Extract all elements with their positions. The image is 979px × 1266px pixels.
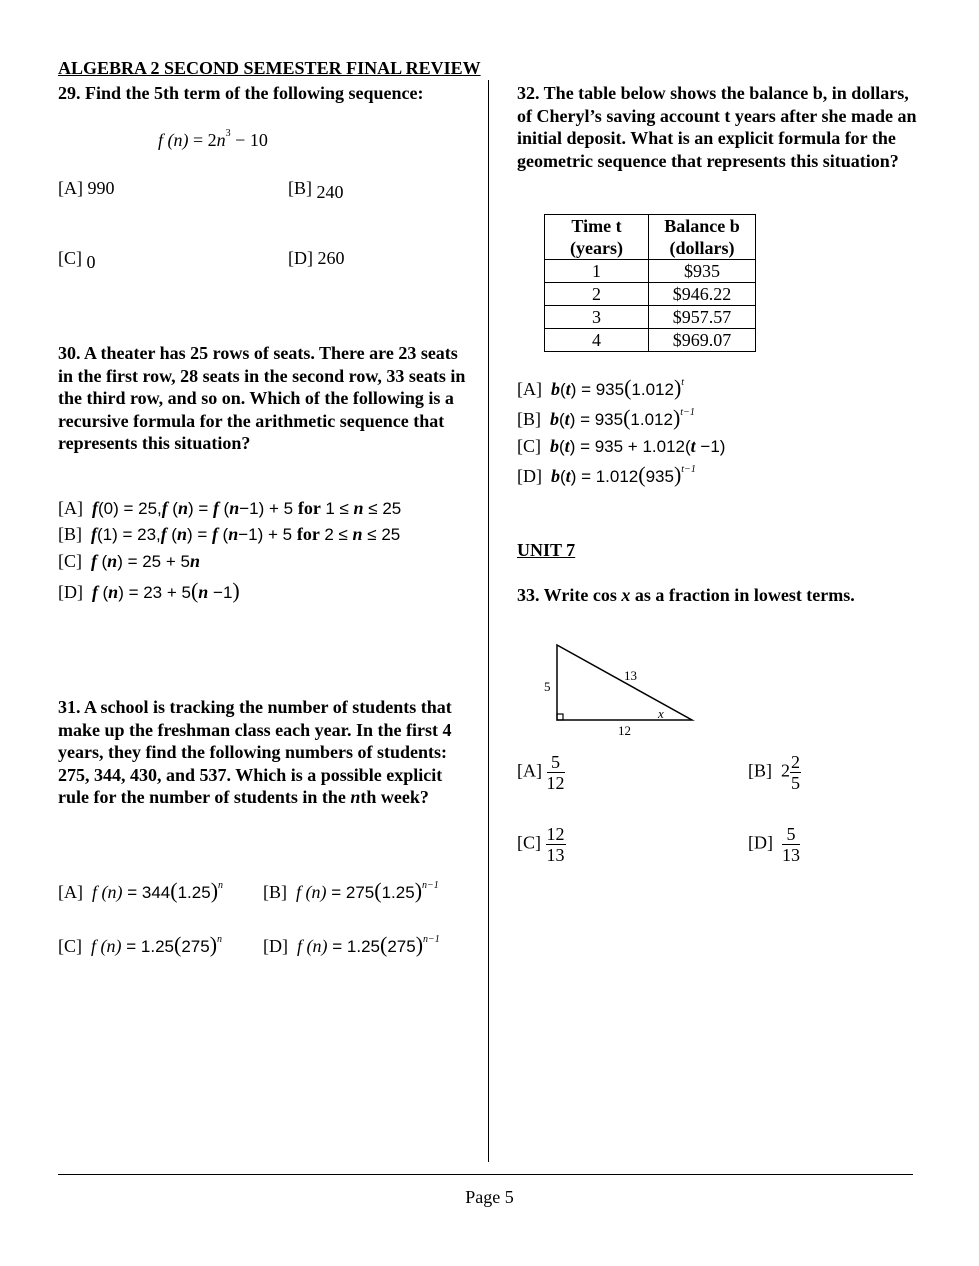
- page-title: ALGEBRA 2 SECOND SEMESTER FINAL REVIEW: [58, 58, 481, 78]
- balance-table: [544, 214, 756, 352]
- question-29-option-b[interactable]: [B] 240: [288, 178, 344, 202]
- question-31-data-text: 275, 344, 430, and 537. Which is a possible explicit rule for the number of students in the: [58, 764, 443, 807]
- question-29-option-c[interactable]: [C] 0: [58, 248, 96, 272]
- question-32-option-d[interactable]: [D] $b(t) = 1.012(935)^{t-1}$: [517, 462, 696, 487]
- question-31-option-d[interactable]: [D] f $(n) = 1.25(275)^{n-1}$: [263, 932, 440, 957]
- question-33-prompt: 33. Write cos x as a fraction in lowest terms.: [517, 585, 855, 605]
- table-row: 4 $969.07: [545, 329, 756, 352]
- question-33-option-d[interactable]: [D] $\frac{5}{13}$: [748, 824, 800, 865]
- table-header-time: Time t (years): [545, 215, 649, 260]
- table-row: 3 $957.57: [545, 306, 756, 329]
- question-31-option-a[interactable]: [A] f $(n) = 344(1.25)^n$: [58, 878, 224, 903]
- table-row: 1 $935: [545, 260, 756, 283]
- question-31-prompt-text: 31. A school is tracking the number of students that make up the freshman class each year. In the first 4 years, they find the following numbers of students:: [58, 697, 452, 762]
- question-33-option-c[interactable]: [C] $\frac{12}{13}$: [517, 824, 565, 865]
- triangle-hypotenuse: 13: [624, 668, 637, 683]
- question-32-option-b[interactable]: [B] $b(t) = 935(1.012)^{t-1}$: [517, 405, 695, 430]
- triangle-angle-x: x: [658, 706, 664, 721]
- question-33-option-a[interactable]: [A] $\frac{5}{12}$: [517, 752, 565, 793]
- footer-divider: [58, 1174, 913, 1175]
- question-29-prompt: 29. Find the 5th term of the following sequence:: [58, 83, 424, 103]
- unit-heading: UNIT 7: [517, 540, 576, 560]
- question-32-prompt: 32. The table below shows the balance b, in dollars, of Cheryl’s saving account t years after she made an initial deposit. What is an explicit formula for the geometric sequence that represents this situation?: [517, 83, 917, 171]
- question-31-n: n: [350, 787, 361, 807]
- table-header-balance: Balance b (dollars): [649, 215, 756, 260]
- page-number: Page 5: [465, 1187, 514, 1207]
- right-triangle-figure: [530, 640, 710, 740]
- question-31-option-c[interactable]: [C] f $(n) = 1.25(275)^n$: [58, 932, 223, 957]
- triangle-side-vertical: 5: [544, 679, 551, 694]
- column-divider: [488, 80, 489, 1162]
- question-29-formula: f $(n) = 2n^3 - 10$: [158, 128, 268, 150]
- question-30-option-d[interactable]: [D] f (n) = 23 + 5(n −1): [58, 578, 240, 603]
- question-30-option-a[interactable]: [A] f(0) = 25,f (n) = f (n−1) + 5 for 1 ≤ n ≤ 25: [58, 498, 402, 518]
- right-angle-marker: [557, 714, 563, 720]
- table-row: 2 $946.22: [545, 283, 756, 306]
- question-32-option-a[interactable]: [A] $b(t) = 935(1.012)^t$: [517, 375, 685, 400]
- triangle-base: 12: [618, 723, 631, 738]
- question-30-option-b[interactable]: [B] f(1) = 23,f (n) = f (n−1) + 5 for 2 ≤ n ≤ 25: [58, 524, 401, 544]
- question-30-prompt: 30. A theater has 25 rows of seats. There are 23 seats in the first row, 28 seats in the second row, 33 seats in the third row, and so on. Which of the following is a recursive formula for the arithmetic sequence that represents this situation?: [58, 343, 466, 453]
- question-31-prompt: [58, 696, 473, 809]
- question-33-option-b[interactable]: [B] 2 $\frac{2}{5}$: [748, 752, 800, 793]
- question-29-option-a[interactable]: [A] 990: [58, 178, 115, 198]
- question-31-option-b[interactable]: [B] f $(n) = 275(1.25)^{n-1}$: [263, 878, 439, 903]
- question-31-tail: th week?: [360, 787, 429, 807]
- question-29-option-d[interactable]: [D] 260: [288, 248, 345, 268]
- question-32-option-c[interactable]: [C] b(t) = 935 + 1.012(t −1): [517, 436, 726, 456]
- question-30-option-c[interactable]: [C] f (n) = 25 + 5n: [58, 551, 200, 571]
